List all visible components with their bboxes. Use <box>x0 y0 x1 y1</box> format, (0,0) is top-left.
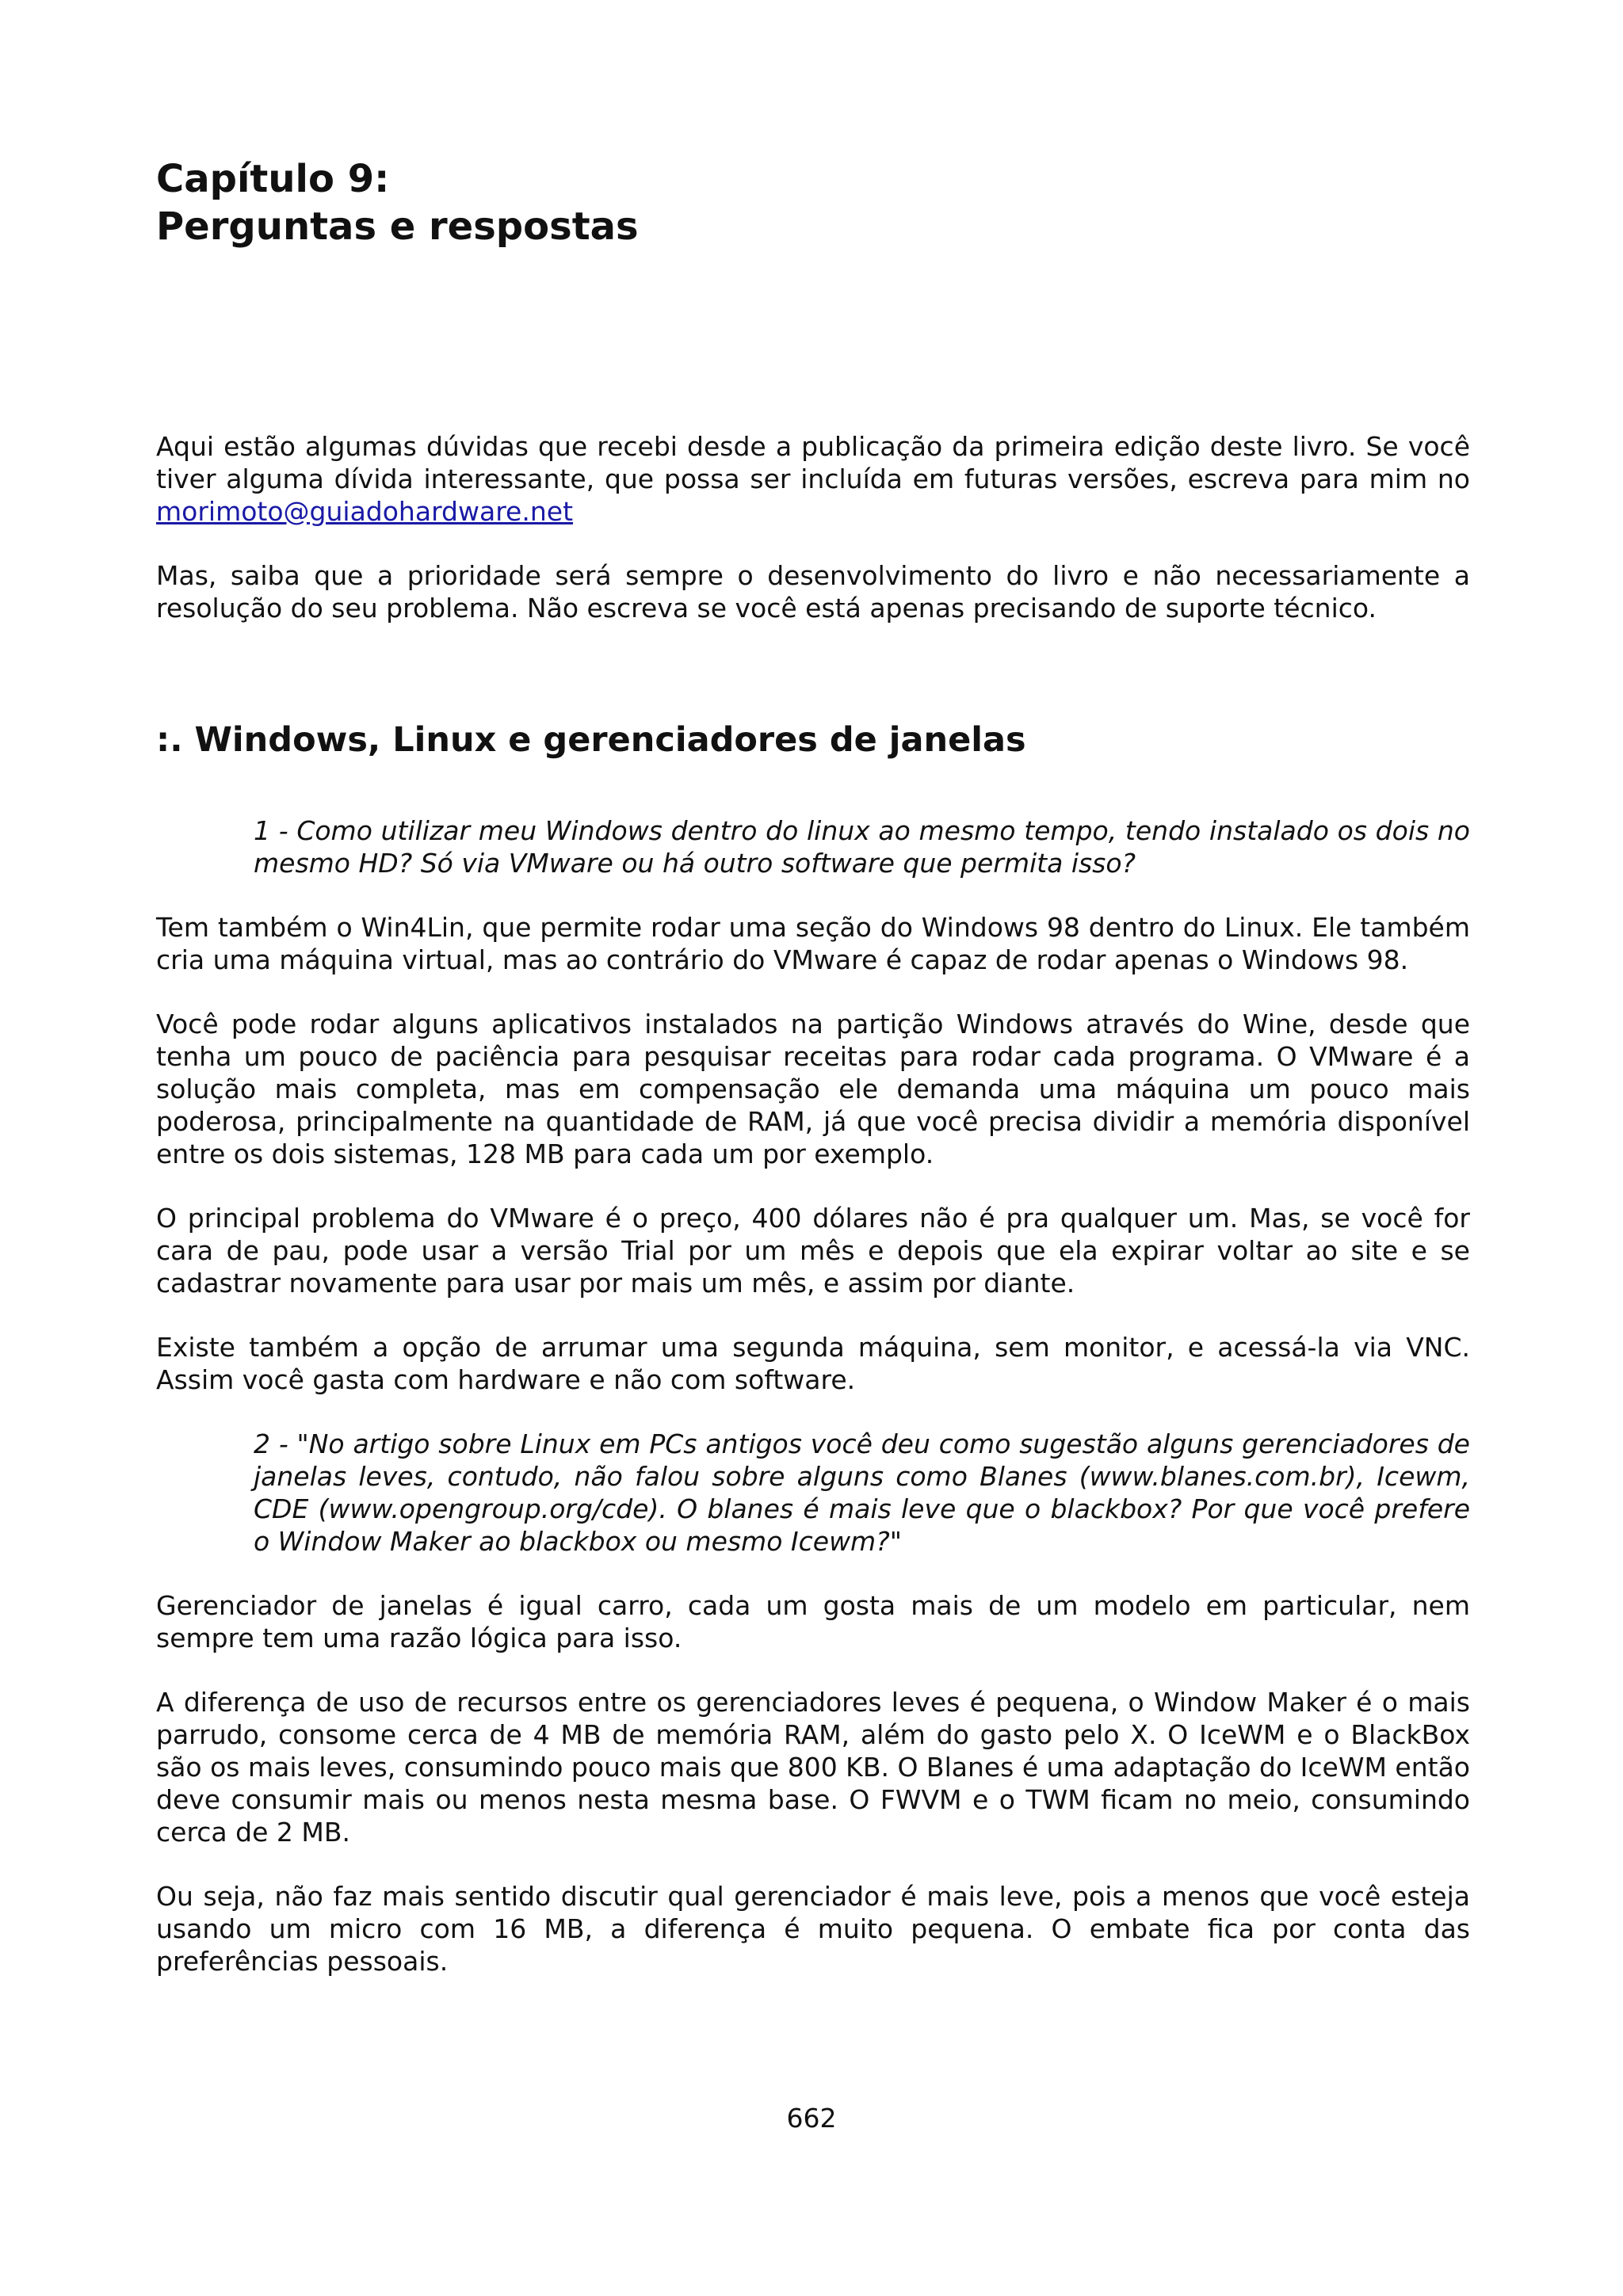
answer-1-paragraph-3: O principal problema do VMware é o preço, 400 dólares não é pra qualquer um. Mas, se você for cara de pau, pode usar a versão Trial por um mês e depois que ela expirar voltar ao site e se cadastrar novamente para usar por mais um mês, e assim por diante. <box>156 1203 1470 1299</box>
intro-paragraph-1-text: Aqui estão algumas dúvidas que recebi desde a publicação da primeira edição deste livro. Se você tiver alguma dívida interessante, que possa ser incluída em futuras versões, escreva para mim no <box>156 431 1470 494</box>
chapter-name: Perguntas e respostas <box>156 204 639 249</box>
answer-2-paragraph-3: Ou seja, não faz mais sentido discutir qual gerenciador é mais leve, pois a menos que você esteja usando um micro com 16 MB, a diferença é muito pequena. O embate fica por conta das preferências pessoais. <box>156 1881 1470 1977</box>
answer-1-paragraph-2: Você pode rodar alguns aplicativos instalados na partição Windows através do Wine, desde que tenha um pouco de paciência para pesquisar receitas para rodar cada programa. O VMware é a solução mais completa, mas em compensação ele demanda uma máquina um pouco mais poderosa, principalmente na quantidade de RAM, já que você precisa dividir a memória disponível entre os dois sistemas, 128 MB para cada um por exemplo. <box>156 1009 1470 1169</box>
email-link[interactable]: morimoto@guiadohardware.net <box>156 496 574 527</box>
answer-2-paragraph-1: Gerenciador de janelas é igual carro, cada um gosta mais de um modelo em particular, nem sempre tem uma razão lógica para isso. <box>156 1590 1470 1653</box>
intro-paragraph-2: Mas, saiba que a prioridade será sempre o desenvolvimento do livro e não necessariamente a resolução do seu problema. Não escreva se você está apenas precisando de suporte técnico. <box>156 560 1470 624</box>
chapter-title <box>156 155 1470 250</box>
intro-paragraph-1 <box>156 430 1470 528</box>
page-number: 662 <box>786 2103 837 2134</box>
question-2: 2 - "No artigo sobre Linux em PCs antigos você deu como sugestão alguns gerenciadores de janelas leves, contudo, não falou sobre alguns como Blanes (www.blanes.com.br), Icewm, CDE (www.opengroup.org/cde). O blanes é mais leve que o blackbox? Por que você prefere o Window Maker ao blackbox ou mesmo Icewm?" <box>254 1428 1470 1557</box>
page-content <box>156 155 1470 1978</box>
chapter-number: Capítulo 9: <box>156 157 390 201</box>
question-1: 1 - Como utilizar meu Windows dentro do linux ao mesmo tempo, tendo instalado os dois no mesmo HD? Só via VMware ou há outro software que permita isso? <box>254 815 1470 879</box>
answer-1-paragraph-4: Existe também a opção de arrumar uma segunda máquina, sem monitor, e acessá-la via VNC. Assim você gasta com hardware e não com software. <box>156 1332 1470 1395</box>
answer-1-paragraph-1: Tem também o Win4Lin, que permite rodar uma seção do Windows 98 dentro do Linux. Ele também cria uma máquina virtual, mas ao contrário do VMware é capaz de rodar apenas o Windows 98. <box>156 912 1470 975</box>
answer-2-paragraph-2: A diferença de uso de recursos entre os gerenciadores leves é pequena, o Window Maker é o mais parrudo, consome cerca de 4 MB de memória RAM, além do gasto pelo X. O IceWM e o BlackBox são os mais leves, consumindo pouco mais que 800 KB. O Blanes é uma adaptação do IceWM então deve consumir mais ou menos nesta mesma base. O FWVM e o TWM ficam no meio, consumindo cerca de 2 MB. <box>156 1687 1470 1848</box>
section-title: :. Windows, Linux e gerenciadores de janelas <box>156 720 1026 760</box>
